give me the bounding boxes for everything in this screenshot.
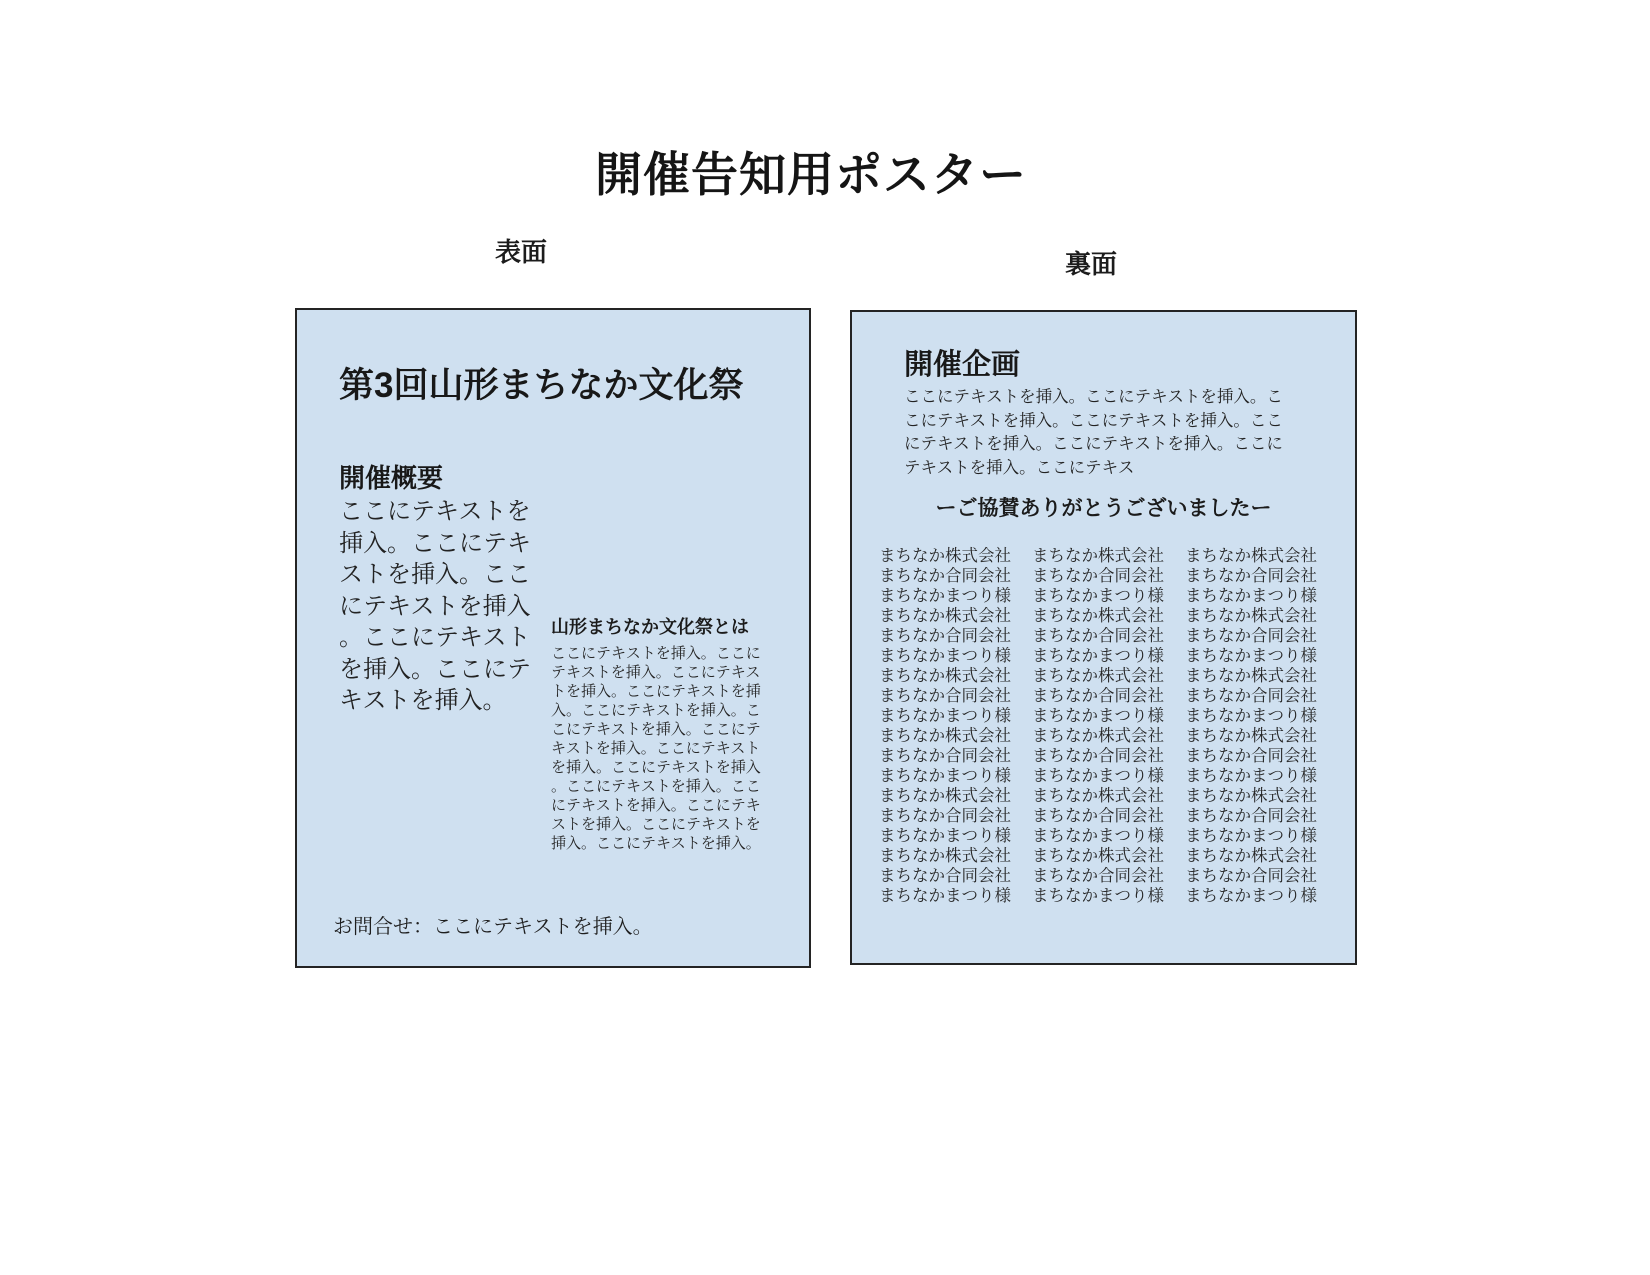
sponsor-row: まちなかまつり様	[879, 827, 1011, 845]
sponsor-row: まちなか株式会社	[1032, 847, 1164, 865]
sponsor-row: まちなかまつり様	[1032, 707, 1164, 725]
sponsor-row: まちなかまつり様	[1185, 887, 1317, 905]
sponsor-row: まちなか株式会社	[1032, 787, 1164, 805]
sponsor-row: まちなか合同会社	[1185, 747, 1317, 765]
sponsor-row: まちなか合同会社	[879, 747, 1011, 765]
sponsor-row: まちなか株式会社	[1032, 667, 1164, 685]
sponsor-row: まちなか株式会社	[1185, 847, 1317, 865]
sponsor-row: まちなか株式会社	[1185, 547, 1317, 565]
sponsor-row: まちなか株式会社	[1032, 607, 1164, 625]
about-heading: 山形まちなか文化祭とは	[551, 617, 749, 637]
sponsor-row: まちなかまつり様	[879, 707, 1011, 725]
sponsor-row: まちなか株式会社	[879, 727, 1011, 745]
front-poster-panel	[295, 308, 811, 968]
sponsor-row: まちなか株式会社	[1185, 787, 1317, 805]
sponsor-column	[1032, 546, 1168, 906]
sponsor-row: まちなか合同会社	[1032, 807, 1164, 825]
sponsor-row: まちなか合同会社	[1032, 687, 1164, 705]
sponsor-row: まちなか株式会社	[879, 607, 1011, 625]
contact-line: お問合せ：ここにテキストを挿入。	[333, 916, 653, 938]
sponsor-column	[1185, 546, 1321, 906]
sponsor-row: まちなか合同会社	[879, 627, 1011, 645]
sponsor-row: まちなかまつり様	[879, 887, 1011, 905]
sponsor-row: まちなかまつり様	[1032, 767, 1164, 785]
sponsor-column	[879, 546, 1015, 906]
sponsor-row: まちなか合同会社	[1185, 627, 1317, 645]
sponsor-row: まちなかまつり様	[1032, 647, 1164, 665]
sponsor-row: まちなかまつり様	[879, 587, 1011, 605]
sponsor-row: まちなかまつり様	[1185, 827, 1317, 845]
sponsor-row: まちなか合同会社	[879, 867, 1011, 885]
sponsor-row: まちなか株式会社	[1032, 547, 1164, 565]
about-placeholder-text: ここにテキストを挿入。ここにテキストを挿入。ここにテキストを挿入。ここにテキストを挿入。ここにテキストを挿入。ここにテキストを挿入。ここにテキストを挿入。ここにテキストを挿入。ここにテキストを挿入。ここにテキストを挿入。ここにテキストを挿入。ここにテキストを挿入。ここにテキストを挿入。ここにテキストを挿入。	[551, 645, 761, 852]
sponsor-row: まちなか株式会社	[879, 547, 1011, 565]
sponsor-row: まちなか合同会社	[1185, 807, 1317, 825]
back-poster-panel	[850, 310, 1357, 965]
front-side-label: 表面	[495, 237, 548, 267]
sponsor-row: まちなか合同会社	[879, 807, 1011, 825]
sponsor-row: まちなか合同会社	[1185, 567, 1317, 585]
plan-placeholder-text: ここにテキストを挿入。ここにテキストを挿入。ここにテキストを挿入。ここにテキストを挿入。ここにテキストを挿入。ここにテキストを挿入。ここにテキストを挿入。ここにテキス	[904, 388, 1283, 477]
sponsor-row: まちなか合同会社	[1032, 867, 1164, 885]
sponsor-row: まちなか株式会社	[1185, 607, 1317, 625]
sponsor-row: まちなか株式会社	[879, 787, 1011, 805]
sponsor-row: まちなか株式会社	[1185, 667, 1317, 685]
event-title: 第3回山形まちなか文化祭	[339, 366, 744, 405]
sponsor-row: まちなか合同会社	[1032, 567, 1164, 585]
sponsor-grid	[879, 546, 1321, 906]
overview-placeholder-text: ここにテキストを挿入。ここにテキストを挿入。ここにテキストを挿入。ここにテキストを挿入。ここにテキストを挿入。	[339, 498, 531, 714]
sponsor-row: まちなかまつり様	[1185, 707, 1317, 725]
sponsor-row: まちなかまつり様	[1185, 647, 1317, 665]
sponsor-row: まちなか合同会社	[1032, 627, 1164, 645]
sponsor-row: まちなかまつり様	[1032, 887, 1164, 905]
sponsor-row: まちなか合同会社	[1032, 747, 1164, 765]
sponsor-row: まちなか株式会社	[879, 847, 1011, 865]
sponsor-row: まちなか株式会社	[1185, 727, 1317, 745]
sponsor-row: まちなかまつり様	[1032, 827, 1164, 845]
sponsor-row: まちなかまつり様	[1032, 587, 1164, 605]
back-side-label: 裏面	[1065, 249, 1118, 279]
sponsor-row: まちなかまつり様	[1185, 587, 1317, 605]
page-title: 開催告知用ポスター	[595, 148, 1027, 201]
overview-heading: 開催概要	[339, 463, 444, 493]
sponsor-row: まちなか合同会社	[879, 687, 1011, 705]
sponsor-row: まちなか合同会社	[879, 567, 1011, 585]
plan-heading: 開催企画	[904, 349, 1021, 381]
sponsor-row: まちなかまつり様	[879, 767, 1011, 785]
about-section	[551, 613, 769, 853]
sponsor-thanks-banner: ーご協賛ありがとうございましたー	[935, 497, 1272, 520]
sponsor-row: まちなか合同会社	[1185, 867, 1317, 885]
sponsor-row: まちなか合同会社	[1185, 687, 1317, 705]
sponsor-row: まちなかまつり様	[879, 647, 1011, 665]
sponsor-row: まちなか株式会社	[879, 667, 1011, 685]
sponsor-row: まちなか株式会社	[1032, 727, 1164, 745]
sponsor-row: まちなかまつり様	[1185, 767, 1317, 785]
